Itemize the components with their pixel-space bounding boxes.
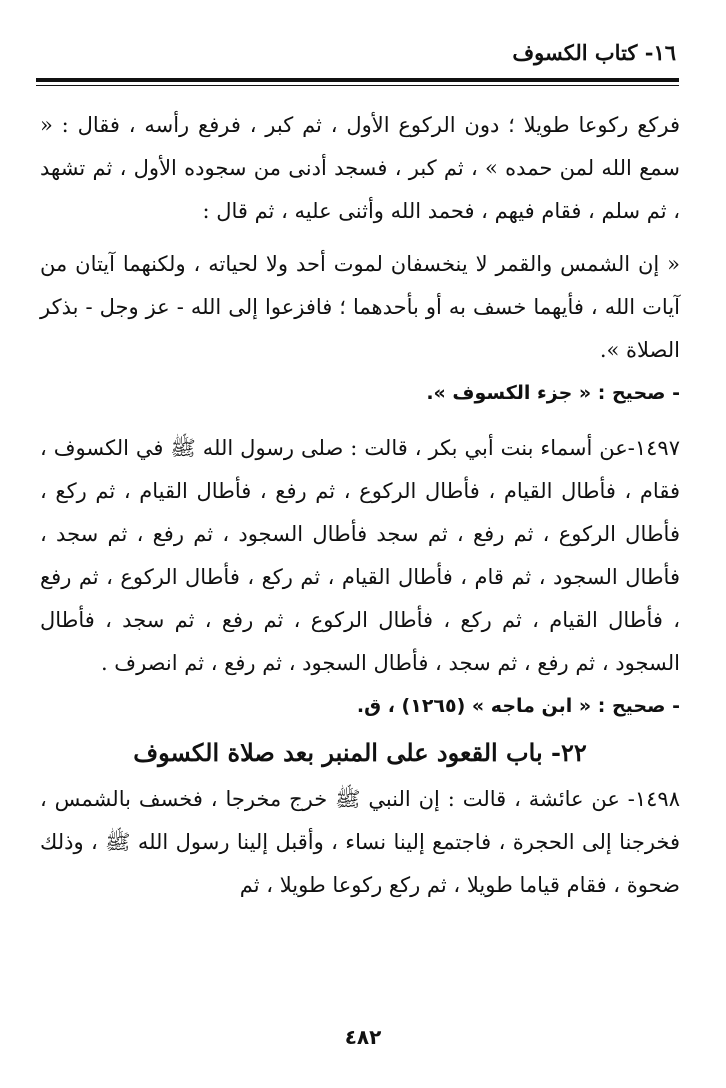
header-rule-thin [36,85,679,86]
hadith-1497: ١٤٩٧-عن أسماء بنت أبي بكر ، قالت : صلى رسول الله ﷺ في الكسوف ، فقام ، فأطال القيام ، فأطال الركوع ، ثم رفع ، فأطال القيام ، ثم ركع ، فأطال الركوع ، ثم رفع ، ثم سجد فأطال السجود ، ثم رفع ، ثم سجد ، فأطال السجود ، ثم قام ، فأطال القيام ، ثم ركع ، فأطال الركوع ، ثم رفع ، فأطال القيام ، ثم ركع ، فأطال الركوع ، ثم رفع ، ثم سجد ، فأطال السجود ، ثم رفع ، ثم سجد ، فأطال السجود ، ثم رفع ، ثم انصرف . [40,436,680,675]
page-number: ٤٨٢ [344,1025,382,1049]
hadith-grade-2: - صحيح : « ابن ماجه » (١٢٦٥) ، ق. [356,695,680,717]
quoted-hadith-text: « إن الشمس والقمر لا ينخسفان لموت أحد ولا لحياته ، ولكنهما آيتان من آيات الله ، فأيهما خسف به أو بأحدهما ؛ فافزعوا إلى الله - عز وجل - بذكر الصلاة ». [40,252,680,362]
chapter-heading: ٢٢- باب القعود على المنبر بعد صلاة الكسوف [133,738,587,767]
header-title: ١٦- كتاب الكسوف [512,40,676,65]
spacer [40,415,680,427]
hadith-1498: ١٤٩٨- عن عائشة ، قالت : إن النبي ﷺ خرج مخرجا ، فخسف بالشمس ، فخرجنا إلى الحجرة ، فاجتمع إلينا نساء ، وأقبل إلينا رسول الله ﷺ ، وذلك ضحوة ، فقام قياما طويلا ، ثم ركع ركوعا طويلا ، ثم [40,787,680,897]
running-header [36,38,676,72]
paragraph-continuation: فركع ركوعا طويلا ؛ دون الركوع الأول ، ثم كبر ، فرفع رأسه ، فقال : « سمع الله لمن حمده » ، ثم كبر ، فسجد أدنى من سجوده الأول ، ثم تشهد ، ثم سلم ، فقام فيهم ، فحمد الله وأثنى عليه ، ثم قال : [40,113,680,223]
header-rule-thick [36,78,679,82]
page-body [40,104,680,907]
hadith-grade-1: - صحيح : « جزء الكسوف ». [426,382,680,404]
spacer [40,233,680,243]
